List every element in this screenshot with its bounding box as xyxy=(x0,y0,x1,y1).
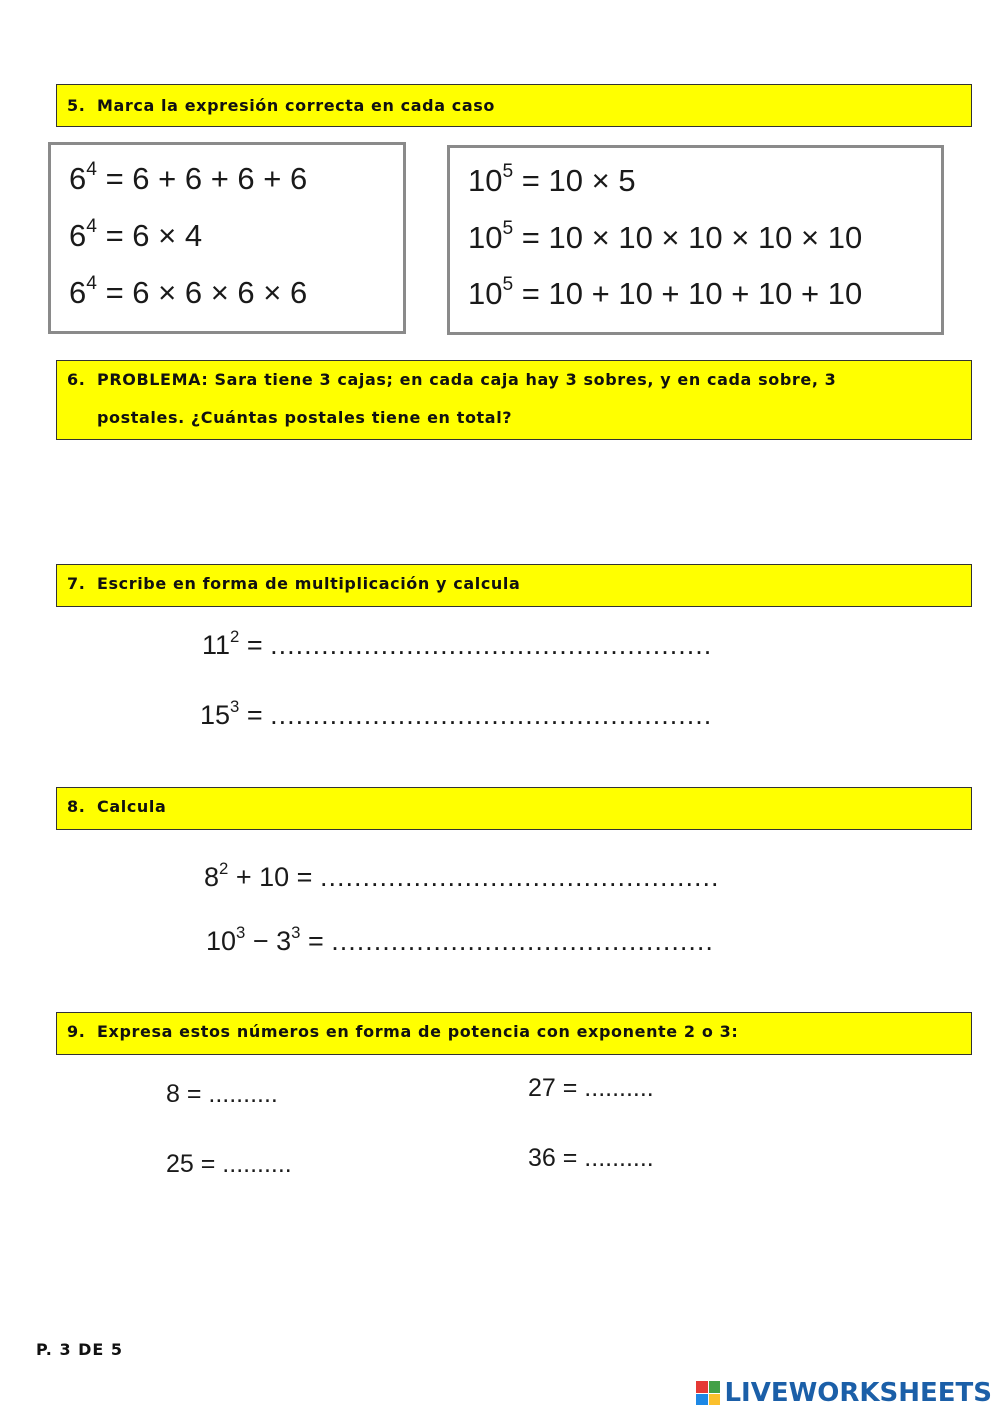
q8-item-1: $8^2 + 10$ = ............................................... xyxy=(204,858,720,892)
q8-number: 8. xyxy=(67,797,86,816)
q9-header xyxy=(56,1012,972,1055)
q6-label: PROBLEMA: xyxy=(97,370,209,389)
q7-title: Escribe en forma de multiplicación y calcula xyxy=(97,574,521,593)
q7-number: 7. xyxy=(67,574,86,593)
brand-name: LIVEWORKSHEETS xyxy=(724,1378,992,1408)
answer-blank[interactable]: ............................................. xyxy=(331,926,714,956)
liveworksheets-logo xyxy=(696,1378,992,1408)
page-number: P. 3 DE 5 xyxy=(36,1340,124,1359)
q8-item-2: $10^3 - 3^3$ = ............................................. xyxy=(206,922,714,956)
answer-blank[interactable]: .................................................... xyxy=(270,630,713,660)
q8-header xyxy=(56,787,972,830)
q7-header xyxy=(56,564,972,607)
q5-right-option-1[interactable]: $10^5 = 10 \times 5$ xyxy=(468,161,636,198)
q5-header xyxy=(56,84,972,127)
q6-number: 6. xyxy=(67,370,86,389)
q8-title: Calcula xyxy=(97,797,167,816)
q7-item-2: $15^3$ = .................................................... xyxy=(200,696,713,730)
q9-item-8[interactable]: 8 = .......... xyxy=(166,1080,278,1108)
q6-line2: postales. ¿Cuántas postales tiene en total? xyxy=(97,408,513,427)
q5-title: Marca la expresión correcta en cada caso xyxy=(97,96,495,115)
q5-right-option-2[interactable]: $10^5 = 10 \times 10 \times 10 \times 10 \times 10$ xyxy=(468,218,863,255)
q5-right-box xyxy=(447,145,944,335)
q5-number: 5. xyxy=(67,96,86,115)
q9-title: Expresa estos números en forma de potencia con exponente 2 o 3: xyxy=(97,1022,739,1041)
q5-left-option-1[interactable]: $6^4 = 6 + 6 + 6 + 6$ xyxy=(69,159,308,196)
answer-blank[interactable]: .................................................... xyxy=(270,700,713,730)
liveworksheets-logo-icon xyxy=(696,1381,720,1405)
q5-left-option-2[interactable]: $6^4 = 6 \times 4$ xyxy=(69,216,203,253)
q5-right-option-3[interactable]: $10^5 = 10 + 10 + 10 + 10 + 10$ xyxy=(468,274,863,311)
q9-item-27[interactable]: 27 = .......... xyxy=(528,1074,654,1102)
q9-item-36[interactable]: 36 = .......... xyxy=(528,1144,654,1172)
q9-item-25[interactable]: 25 = .......... xyxy=(166,1150,292,1178)
q6-header xyxy=(56,360,972,440)
answer-blank[interactable]: ............................................... xyxy=(319,862,720,892)
q5-left-box xyxy=(48,142,406,334)
q5-left-option-3[interactable]: $6^4 = 6 \times 6 \times 6 \times 6$ xyxy=(69,273,308,310)
q7-item-1: $11^2$ = .................................................... xyxy=(202,626,713,660)
q9-number: 9. xyxy=(67,1022,86,1041)
q6-line1: Sara tiene 3 cajas; en cada caja hay 3 sobres, y en cada sobre, 3 xyxy=(214,370,837,389)
